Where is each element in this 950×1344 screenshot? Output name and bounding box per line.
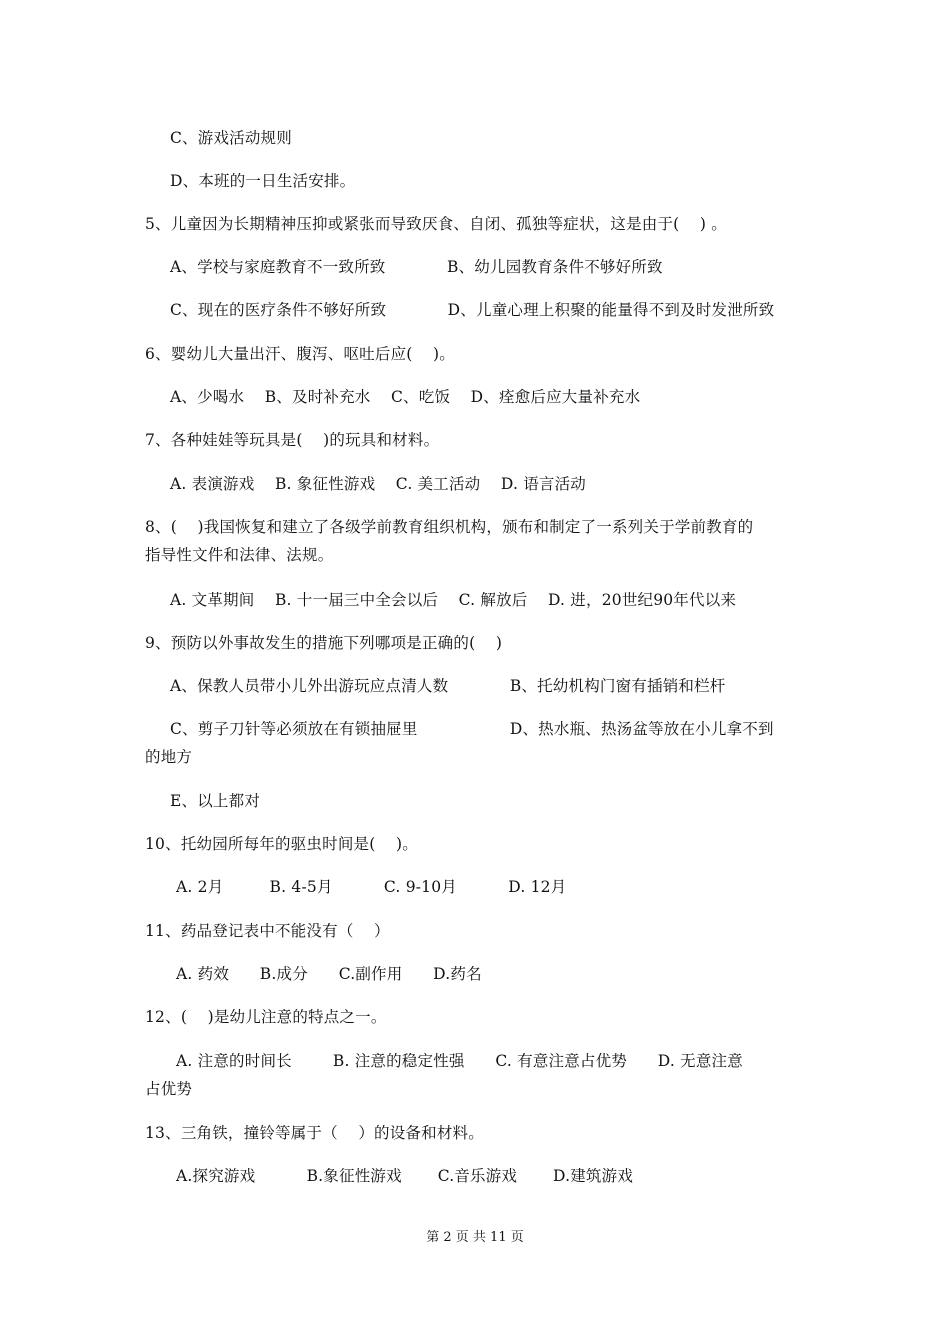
q11-stem: 11、药品登记表中不能没有（ ） xyxy=(145,922,390,940)
q9-options-ab: A、保教人员带小儿外出游玩应点清人数 B、托幼机构门窗有插销和栏杆 xyxy=(170,677,726,695)
q9-options-cd-continued: 的地方 xyxy=(145,748,193,766)
q11-options: A. 药效 B.成分 C.副作用 D.药名 xyxy=(176,965,482,983)
q10-stem: 10、托幼园所每年的驱虫时间是( )。 xyxy=(145,835,418,853)
q9-options-cd: C、剪子刀针等必须放在有锁抽屉里 D、热水瓶、热汤盆等放在小儿拿不到 xyxy=(170,720,774,738)
q6-options: A、少喝水 B、及时补充水 C、吃饭 D、痊愈后应大量补充水 xyxy=(170,388,641,406)
q7-stem: 7、各种娃娃等玩具是( )的玩具和材料。 xyxy=(145,431,440,449)
q4-option-d: D、本班的一日生活安排。 xyxy=(170,172,356,190)
q12-options: A. 注意的时间长 B. 注意的稳定性强 C. 有意注意占优势 D. 无意注意 xyxy=(176,1052,743,1070)
q9-stem: 9、预防以外事故发生的措施下列哪项是正确的( ) xyxy=(145,634,503,652)
q5-stem: 5、儿童因为长期精神压抑或紧张而导致厌食、自闭、孤独等症状，这是由于( ) 。 xyxy=(145,215,727,233)
q4-option-c: C、游戏活动规则 xyxy=(170,129,292,147)
q7-options: A. 表演游戏 B. 象征性游戏 C. 美工活动 D. 语言活动 xyxy=(170,475,587,493)
q9-option-e: E、以上都对 xyxy=(170,792,261,810)
q12-options-continued: 占优势 xyxy=(145,1080,193,1098)
q5-options-cd: C、现在的医疗条件不够好所致 D、儿童心理上积聚的能量得不到及时发泄所致 xyxy=(170,301,775,319)
q13-stem: 13、三角铁，撞铃等属于（ ）的设备和材料。 xyxy=(145,1124,484,1142)
q8-stem-continued: 指导性文件和法律、法规。 xyxy=(145,546,334,564)
q13-options: A.探究游戏 B.象征性游戏 C.音乐游戏 D.建筑游戏 xyxy=(176,1167,634,1185)
q12-stem: 12、( )是幼儿注意的特点之一。 xyxy=(145,1008,387,1026)
q6-stem: 6、婴幼儿大量出汗、腹泻、呕吐后应( )。 xyxy=(145,345,455,363)
q8-options: A. 文革期间 B. 十一届三中全会以后 C. 解放后 D. 进，20世纪90年代以来 xyxy=(170,591,737,609)
q10-options: A. 2月 B. 4-5月 C. 9-10月 D. 12月 xyxy=(176,878,567,896)
q8-stem: 8、( )我国恢复和建立了各级学前教育组织机构，颁布和制定了一系列关于学前教育的 xyxy=(145,518,754,536)
q5-options-ab: A、学校与家庭教育不一致所致 B、幼儿园教育条件不够好所致 xyxy=(170,258,663,276)
page-footer: 第 2 页 共 11 页 xyxy=(426,1230,524,1245)
